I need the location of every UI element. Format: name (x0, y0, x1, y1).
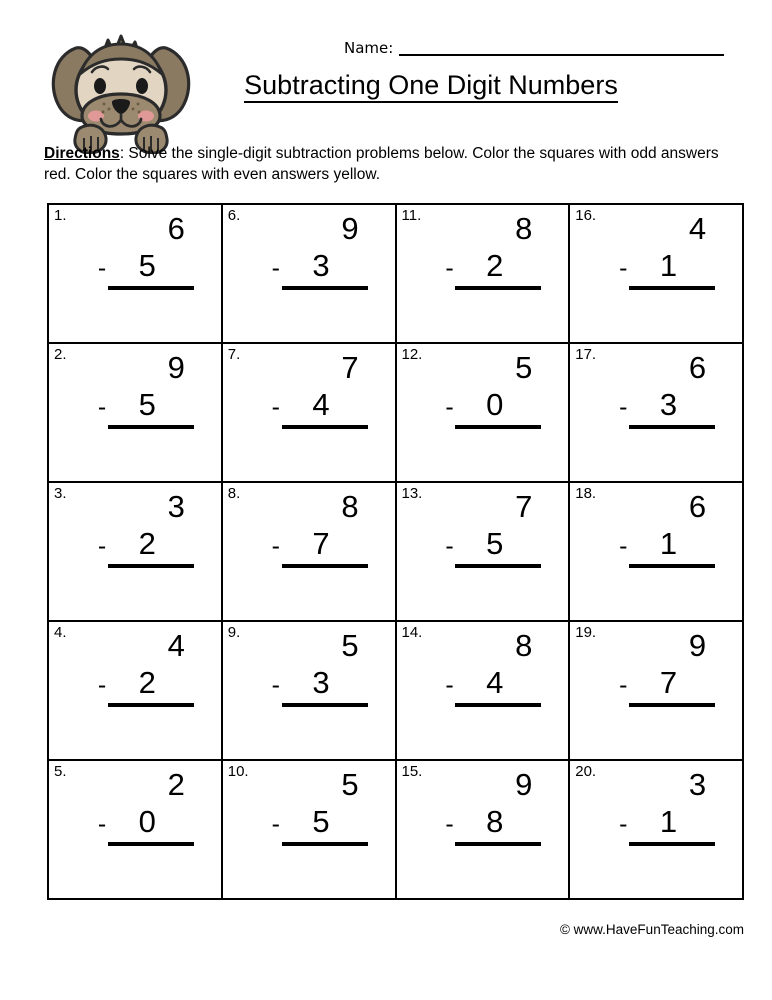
directions-label: Directions (44, 145, 120, 162)
problem-stack (272, 350, 368, 429)
problem-number: 3. (54, 485, 67, 502)
subtrahend-row (619, 387, 715, 424)
subtrahend-row (272, 526, 368, 563)
subtrahend-row (272, 804, 368, 841)
subtrahend-row (619, 804, 715, 841)
problem-number: 2. (54, 346, 67, 363)
minuend: 8 (341, 489, 359, 524)
problem-stack (272, 489, 368, 568)
minus-operator: - (445, 809, 454, 838)
minus-operator: - (271, 809, 280, 838)
page-title (196, 70, 666, 103)
problem-stack (445, 489, 541, 568)
subtrahend: 2 (486, 247, 504, 283)
problem-number: 9. (227, 624, 241, 641)
minus-operator: - (619, 809, 628, 838)
problem-stack (619, 211, 715, 290)
problem-expression (49, 350, 221, 429)
problem-cell[interactable] (49, 483, 223, 622)
subtrahend-row (98, 665, 194, 702)
minus-operator: - (271, 531, 280, 560)
minuend: 5 (341, 767, 359, 802)
answer-rule (629, 703, 715, 707)
problem-cell[interactable] (223, 483, 397, 622)
minus-operator: - (445, 670, 454, 699)
name-field-row (344, 40, 724, 56)
problem-stack (619, 767, 715, 846)
subtrahend: 0 (138, 803, 156, 839)
problem-number: 17. (575, 346, 597, 363)
problem-expression (570, 628, 742, 707)
minus-operator: - (619, 392, 628, 421)
problem-cell[interactable] (570, 483, 744, 622)
problem-cell[interactable] (397, 761, 571, 900)
minus-operator: - (271, 392, 280, 421)
name-input-blank[interactable] (399, 40, 724, 56)
problem-number: 16. (575, 207, 597, 224)
problem-cell[interactable] (49, 761, 223, 900)
problem-stack (619, 628, 715, 707)
answer-rule (108, 842, 194, 846)
problem-expression (223, 628, 395, 707)
minus-operator: - (97, 392, 107, 421)
problem-number: 20. (575, 763, 597, 780)
problem-expression (49, 628, 221, 707)
subtrahend: 3 (659, 386, 678, 422)
directions-text: Solve the single-digit subtraction problems below. Color the squares with odd answers red. Color the squares with even answers yellow. (44, 145, 719, 184)
problem-cell[interactable] (49, 622, 223, 761)
problem-expression (397, 350, 569, 429)
answer-rule (629, 564, 715, 568)
answer-rule (282, 425, 368, 429)
problem-number: 13. (401, 485, 423, 502)
problem-stack (98, 767, 194, 846)
subtrahend-row (445, 387, 541, 424)
minus-operator: - (619, 253, 628, 282)
subtrahend: 3 (312, 664, 330, 700)
minuend: 2 (167, 767, 185, 802)
subtrahend: 5 (138, 386, 156, 422)
problem-cell[interactable] (570, 622, 744, 761)
answer-rule (108, 564, 194, 568)
problem-stack (272, 767, 368, 846)
problem-number: 18. (575, 485, 597, 502)
problem-stack (98, 628, 194, 707)
problem-expression (397, 628, 569, 707)
problem-cell[interactable] (223, 205, 397, 344)
subtrahend: 2 (138, 664, 156, 700)
subtrahend: 0 (486, 386, 504, 422)
problem-cell[interactable] (570, 761, 744, 900)
subtrahend-row (445, 665, 541, 702)
subtrahend: 7 (312, 525, 330, 561)
problem-expression (49, 767, 221, 846)
subtrahend-row (98, 526, 194, 563)
problem-cell[interactable] (570, 344, 744, 483)
answer-rule (108, 425, 194, 429)
problem-expression (223, 489, 395, 568)
subtrahend: 5 (138, 247, 156, 283)
minuend: 3 (167, 489, 185, 524)
minuend: 9 (167, 350, 185, 385)
subtrahend: 4 (312, 386, 330, 422)
problem-expression (223, 767, 395, 846)
subtrahend-row (98, 804, 194, 841)
problem-number: 6. (227, 207, 241, 224)
problem-expression (223, 211, 395, 290)
problem-number: 5. (54, 763, 67, 780)
minuend: 9 (515, 767, 533, 802)
problem-grid (47, 203, 744, 900)
answer-rule (455, 564, 541, 568)
problem-stack (619, 350, 715, 429)
minus-operator: - (271, 253, 280, 282)
problem-expression (397, 489, 569, 568)
copyright-text: © www.HaveFunTeaching.com (559, 922, 744, 937)
problem-number: 14. (401, 624, 423, 641)
problem-expression (49, 211, 221, 290)
subtrahend: 4 (486, 664, 504, 700)
subtrahend-row (98, 248, 194, 285)
subtrahend-row (445, 526, 541, 563)
minus-operator: - (271, 670, 280, 699)
problem-number: 1. (54, 207, 67, 224)
problem-number: 15. (401, 763, 423, 780)
minuend: 4 (688, 211, 707, 246)
answer-rule (629, 425, 715, 429)
problem-number: 4. (54, 624, 67, 641)
minuend: 8 (515, 211, 533, 246)
problem-cell[interactable] (570, 205, 744, 344)
minuend: 5 (515, 350, 533, 385)
problem-expression (397, 211, 569, 290)
answer-rule (629, 842, 715, 846)
directions (44, 143, 734, 186)
minus-operator: - (97, 809, 107, 838)
minuend: 8 (515, 628, 533, 663)
answer-rule (629, 286, 715, 290)
problem-expression (223, 350, 395, 429)
problem-cell[interactable] (397, 205, 571, 344)
problem-number: 7. (227, 346, 241, 363)
problem-stack (445, 767, 541, 846)
minuend: 9 (688, 628, 707, 663)
problem-cell[interactable] (223, 622, 397, 761)
subtrahend-row (272, 665, 368, 702)
answer-rule (282, 703, 368, 707)
minus-operator: - (445, 392, 454, 421)
problem-stack (98, 489, 194, 568)
subtrahend-row (445, 804, 541, 841)
minuend: 6 (688, 489, 707, 524)
problem-stack (445, 628, 541, 707)
subtrahend: 1 (659, 525, 678, 561)
subtrahend: 8 (486, 803, 504, 839)
problem-expression (570, 767, 742, 846)
problem-expression (570, 350, 742, 429)
minuend: 5 (341, 628, 359, 663)
subtrahend-row (98, 387, 194, 424)
page-title-text: Subtracting One Digit Numbers (244, 70, 618, 103)
minus-operator: - (97, 531, 107, 560)
answer-rule (455, 842, 541, 846)
problem-number: 19. (575, 624, 597, 641)
minus-operator: - (619, 670, 628, 699)
answer-rule (108, 703, 194, 707)
subtrahend-row (619, 248, 715, 285)
problem-expression (49, 489, 221, 568)
subtrahend: 1 (659, 247, 678, 283)
minus-operator: - (445, 253, 454, 282)
subtrahend: 2 (138, 525, 156, 561)
dog-mascot-icon (46, 26, 196, 154)
minuend: 3 (688, 767, 707, 802)
problem-stack (272, 628, 368, 707)
minuend: 4 (167, 628, 185, 663)
minuend: 9 (341, 211, 359, 246)
worksheet-header (0, 0, 772, 140)
problem-stack (445, 211, 541, 290)
answer-rule (282, 564, 368, 568)
minuend: 7 (515, 489, 533, 524)
problem-number: 8. (227, 485, 241, 502)
minus-operator: - (619, 531, 628, 560)
problem-cell[interactable] (397, 344, 571, 483)
subtrahend-row (272, 387, 368, 424)
problem-cell[interactable] (397, 483, 571, 622)
minuend: 6 (167, 211, 185, 246)
problem-stack (272, 211, 368, 290)
answer-rule (455, 425, 541, 429)
answer-rule (282, 286, 368, 290)
problem-cell[interactable] (223, 344, 397, 483)
answer-rule (455, 286, 541, 290)
problem-cell[interactable] (49, 205, 223, 344)
directions-colon: : (119, 145, 125, 162)
subtrahend: 5 (312, 803, 330, 839)
subtrahend: 1 (659, 803, 678, 839)
problem-cell[interactable] (49, 344, 223, 483)
answer-rule (108, 286, 194, 290)
answer-rule (455, 703, 541, 707)
problem-expression (397, 767, 569, 846)
problem-number: 12. (401, 346, 423, 363)
answer-rule (282, 842, 368, 846)
problem-expression (570, 489, 742, 568)
subtrahend-row (445, 248, 541, 285)
problem-cell[interactable] (397, 622, 571, 761)
minus-operator: - (97, 670, 107, 699)
subtrahend-row (619, 526, 715, 563)
subtrahend: 3 (312, 247, 330, 283)
subtrahend-row (619, 665, 715, 702)
problem-stack (98, 211, 194, 290)
subtrahend-row (272, 248, 368, 285)
minus-operator: - (97, 253, 107, 282)
problem-cell[interactable] (223, 761, 397, 900)
subtrahend: 5 (486, 525, 504, 561)
name-label: Name: (344, 39, 394, 57)
problem-expression (570, 211, 742, 290)
problem-stack (98, 350, 194, 429)
minuend: 6 (688, 350, 707, 385)
problem-number: 10. (227, 763, 249, 780)
subtrahend: 7 (659, 664, 678, 700)
minus-operator: - (445, 531, 454, 560)
problem-stack (619, 489, 715, 568)
footer (0, 922, 744, 937)
problem-stack (445, 350, 541, 429)
minuend: 7 (341, 350, 359, 385)
problem-number: 11. (401, 207, 422, 224)
